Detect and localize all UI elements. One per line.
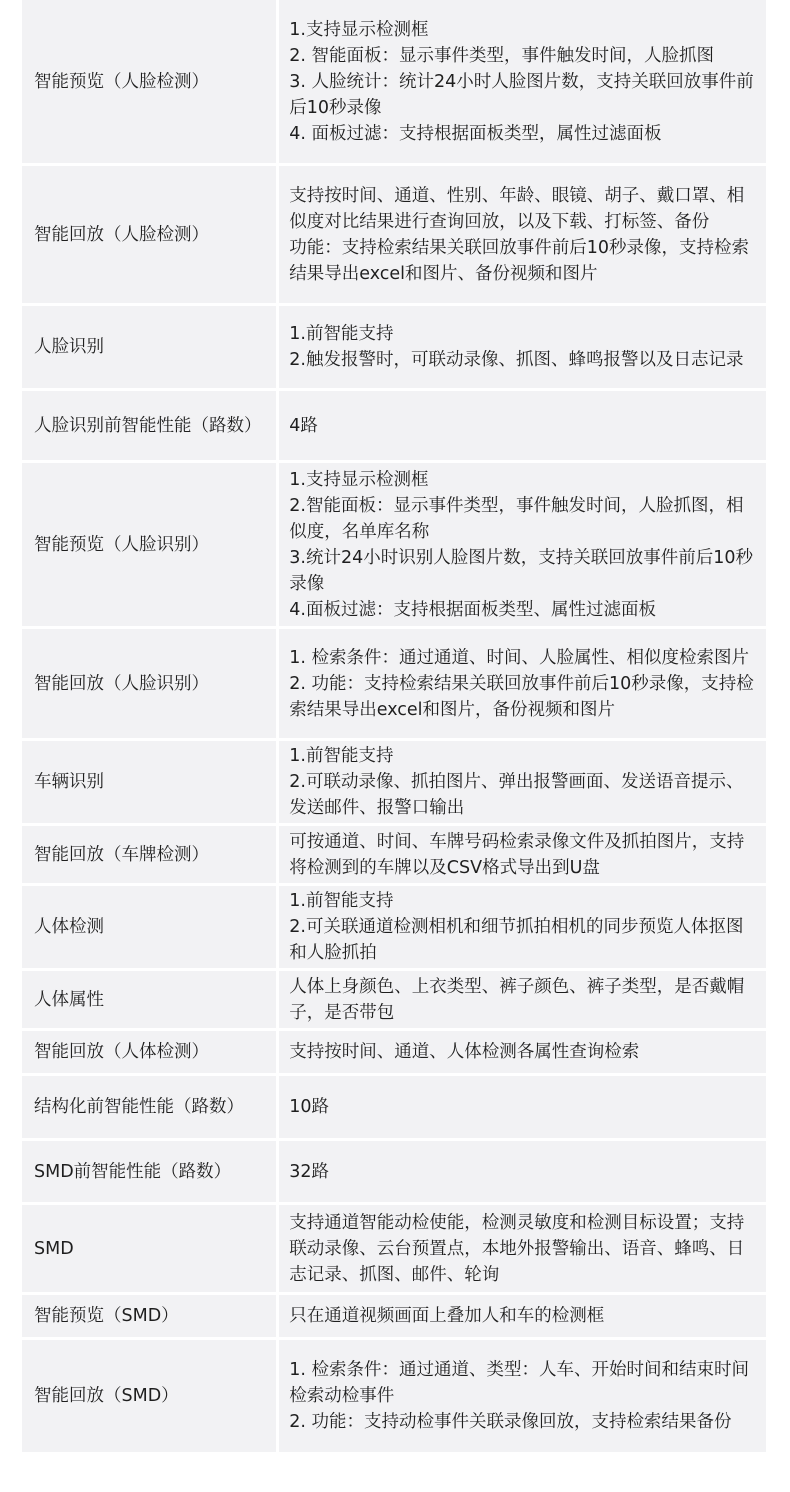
spec-row xyxy=(22,1076,766,1141)
spec-value xyxy=(279,826,766,886)
spec-value xyxy=(279,1076,766,1141)
spec-row xyxy=(22,463,766,629)
spec-value-line: 1. 检索条件：通过通道、时间、人脸属性、相似度检索图片 xyxy=(289,647,750,668)
spec-value-line: 1.前智能支持 xyxy=(289,891,394,911)
spec-value xyxy=(279,1340,766,1452)
spec-label: 人脸识别前智能性能（路数） xyxy=(22,391,279,463)
spec-value-line: 1.前智能支持 xyxy=(289,746,394,766)
spec-value-line: 2. 功能：支持动检事件关联录像回放，支持检索结果备份 xyxy=(289,1412,732,1432)
spec-row xyxy=(22,1141,766,1205)
spec-value xyxy=(279,886,766,971)
spec-value xyxy=(279,391,766,463)
spec-value-line: 只在通道视频画面上叠加人和车的检测框 xyxy=(289,1306,605,1326)
spec-value-line: 3. 人脸统计：统计24小时人脸图片数，支持关联回放事件前后10秒录像 xyxy=(289,71,754,118)
spec-value-line: 2.智能面板：显示事件类型，事件触发时间，人脸抓图，相似度，名单库名称 xyxy=(289,495,744,542)
spec-label: 智能回放（人体检测） xyxy=(22,1031,279,1076)
spec-value-line: 1.支持显示检测框 xyxy=(289,19,429,40)
spec-value-line: 2.可关联通道检测相机和细节抓拍相机的同步预览人体抠图和人脸抓拍 xyxy=(289,917,744,963)
spec-value xyxy=(279,1295,766,1340)
spec-value xyxy=(279,1205,766,1295)
spec-value xyxy=(279,1031,766,1076)
spec-row xyxy=(22,1205,766,1295)
spec-value xyxy=(279,1141,766,1205)
spec-label: 人脸识别 xyxy=(22,306,279,391)
spec-value xyxy=(279,741,766,826)
spec-value-line: 人体上身颜色、上衣类型、裤子颜色、裤子类型，是否戴帽子，是否带包 xyxy=(289,976,745,1023)
spec-row xyxy=(22,1340,766,1452)
spec-label: SMD xyxy=(22,1205,279,1295)
spec-row xyxy=(22,306,766,391)
spec-row xyxy=(22,0,766,166)
spec-label: 结构化前智能性能（路数） xyxy=(22,1076,279,1141)
spec-row xyxy=(22,629,766,741)
spec-value-line: 2.触发报警时，可联动录像、抓图、蜂鸣报警以及日志记录 xyxy=(289,350,744,370)
spec-label: 智能回放（人脸识别） xyxy=(22,629,279,741)
spec-label: 智能预览（SMD） xyxy=(22,1295,279,1340)
spec-value-line: 4. 面板过滤：支持根据面板类型，属性过滤面板 xyxy=(289,123,662,144)
spec-value-line: 2. 功能：支持检索结果关联回放事件前后10秒录像，支持检索结果导出excel和图片，备份视频和图片 xyxy=(289,673,754,720)
spec-row xyxy=(22,391,766,463)
spec-table xyxy=(22,0,766,1452)
spec-label: 智能回放（SMD） xyxy=(22,1340,279,1452)
spec-label: SMD前智能性能（路数） xyxy=(22,1141,279,1205)
spec-value xyxy=(279,0,766,166)
spec-value xyxy=(279,166,766,306)
spec-value-line: 10路 xyxy=(289,1097,330,1117)
spec-row xyxy=(22,166,766,306)
spec-label: 人体属性 xyxy=(22,971,279,1031)
spec-value-line: 1. 检索条件：通过通道、类型：人车、开始时间和结束时间检索动检事件 xyxy=(289,1360,750,1406)
spec-row xyxy=(22,886,766,971)
spec-value-line: 支持按时间、通道、性别、年龄、眼镜、胡子、戴口罩、相似度对比结果进行查询回放，以及下载、打标签、备份 xyxy=(289,185,745,232)
spec-label: 智能预览（人脸识别） xyxy=(22,463,279,629)
spec-value xyxy=(279,306,766,391)
spec-value xyxy=(279,629,766,741)
spec-row xyxy=(22,826,766,886)
spec-value-line: 功能：支持检索结果关联回放事件前后10秒录像，支持检索结果导出excel和图片、备份视频和图片 xyxy=(289,237,750,284)
spec-row xyxy=(22,741,766,826)
spec-value-line: 4路 xyxy=(289,415,318,436)
spec-value-line: 1.前智能支持 xyxy=(289,324,394,344)
spec-value-line: 支持通道智能动检使能，检测灵敏度和检测目标设置；支持联动录像、云台预置点，本地外报警输出、语音、蜂鸣、日志记录、抓图、邮件、轮询 xyxy=(289,1212,745,1285)
spec-value-line: 3.统计24小时识别人脸图片数，支持关联回放事件前后10秒录像 xyxy=(289,547,753,594)
spec-value-line: 可按通道、时间、车牌号码检索录像文件及抓拍图片，支持将检测到的车牌以及CSV格式导出到U盘 xyxy=(289,831,745,878)
spec-row xyxy=(22,971,766,1031)
spec-label: 车辆识别 xyxy=(22,741,279,826)
spec-label: 智能回放（车牌检测） xyxy=(22,826,279,886)
spec-label: 智能预览（人脸检测） xyxy=(22,0,279,166)
spec-value-line: 支持按时间、通道、人体检测各属性查询检索 xyxy=(289,1042,640,1062)
spec-value-line: 2. 智能面板：显示事件类型，事件触发时间，人脸抓图 xyxy=(289,45,715,66)
spec-value-line: 1.支持显示检测框 xyxy=(289,469,429,490)
spec-value xyxy=(279,971,766,1031)
spec-table-body xyxy=(22,0,766,1452)
spec-value xyxy=(279,463,766,629)
spec-row xyxy=(22,1295,766,1340)
spec-value-line: 32路 xyxy=(289,1161,330,1182)
spec-row xyxy=(22,1031,766,1076)
spec-label: 智能回放（人脸检测） xyxy=(22,166,279,306)
spec-value-line: 4.面板过滤：支持根据面板类型、属性过滤面板 xyxy=(289,599,656,620)
spec-value-line: 2.可联动录像、抓拍图片、弹出报警画面、发送语音提示、发送邮件、报警口输出 xyxy=(289,772,744,818)
spec-label: 人体检测 xyxy=(22,886,279,971)
